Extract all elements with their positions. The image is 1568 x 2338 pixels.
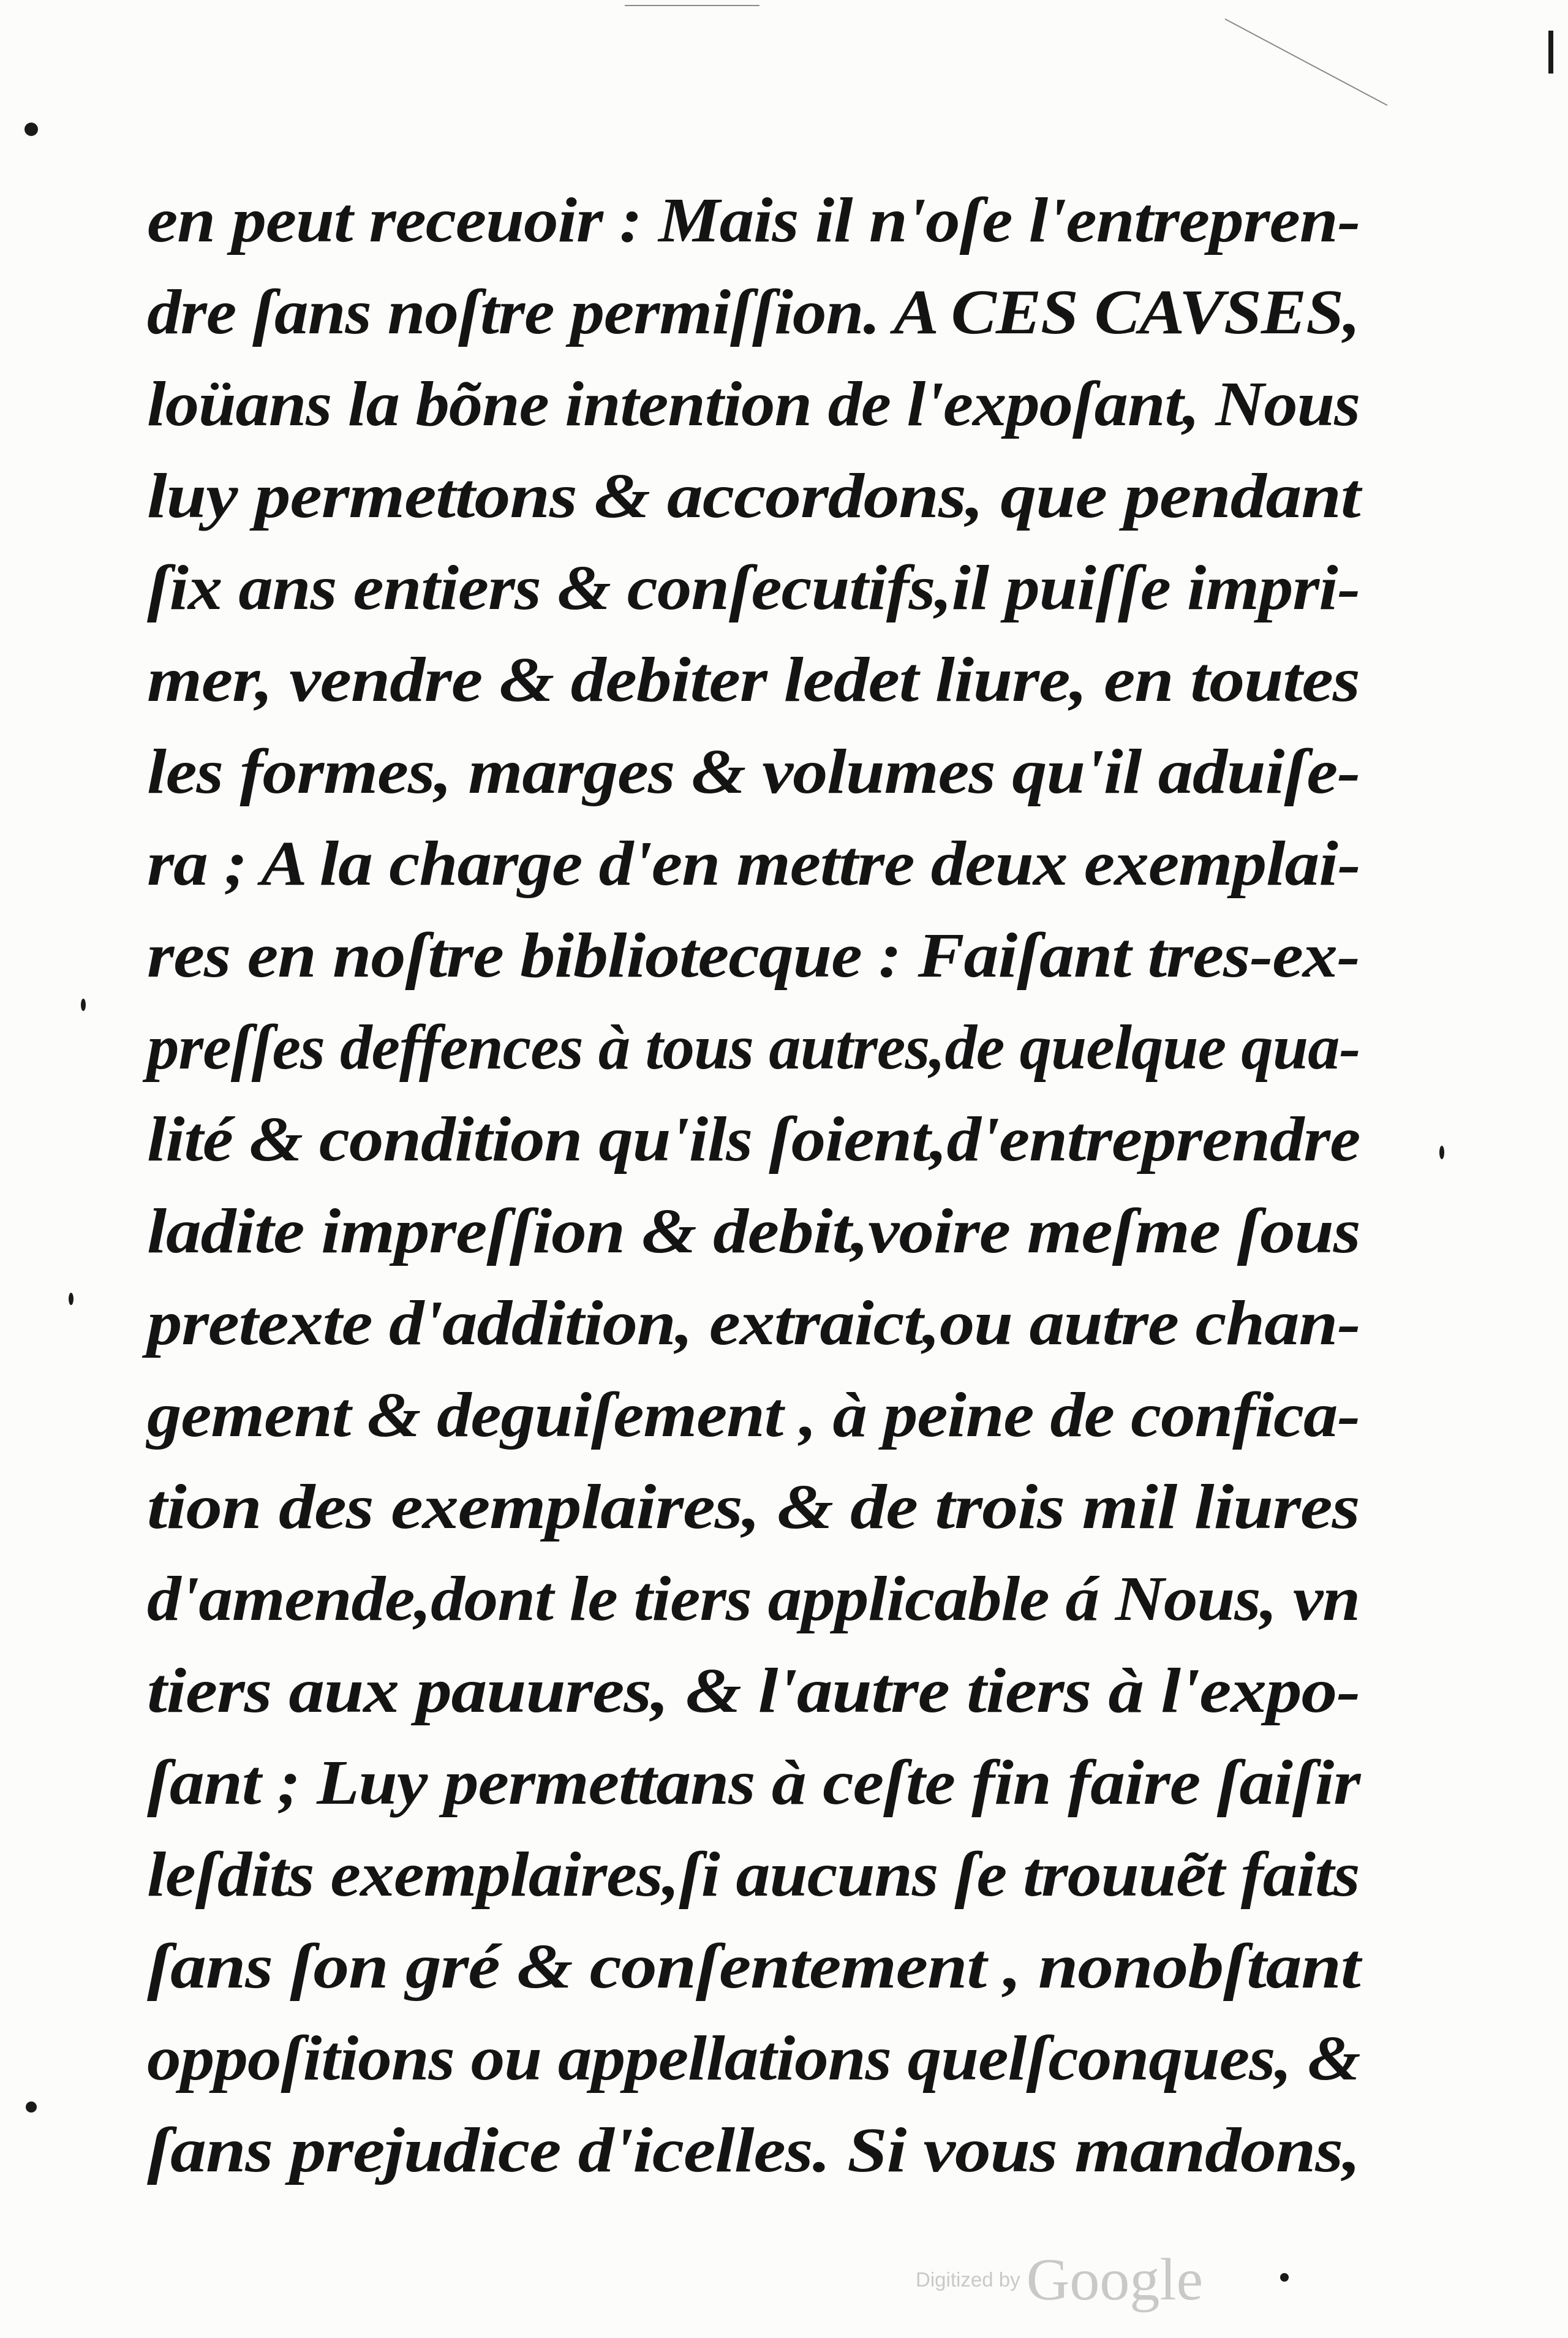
scan-edge-mark <box>1548 31 1553 74</box>
text-line: ra ; A la charge d'en mettre deux exemplai- <box>147 828 1360 899</box>
text-line: les formes, marges & volumes qu'il aduiſe- <box>147 736 1360 807</box>
scan-speck <box>69 1293 74 1305</box>
text-line: gement & deguiſement , à peine de confica- <box>147 1380 1360 1450</box>
text-line: en peut receuoir : Mais il n'oſe l'entrepren- <box>147 185 1360 255</box>
scan-speck <box>1439 1146 1444 1159</box>
text-line: oppoſitions ou appellations quelſconques, & <box>147 2023 1360 2094</box>
text-line: leſdits exemplaires,ſi aucuns ſe trouuẽt faits <box>147 1839 1360 1910</box>
text-line: ſans prejudice d'icelles. Si vous mandons, <box>147 2115 1360 2185</box>
text-line: loüans la bõne intention de l'expoſant, Nous <box>147 369 1360 439</box>
scan-speck <box>24 123 38 136</box>
text-line: res en noſtre bibliotecque : Faiſant tres-ex- <box>147 920 1360 991</box>
text-line: ſant ; Luy permettans à ceſte fin faire ſaiſir <box>147 1747 1360 1818</box>
scan-speck <box>26 2102 37 2113</box>
watermark-prefix: Digitized by <box>916 2268 1020 2291</box>
text-line: pretexte d'addition, extraict,ou autre chan- <box>147 1288 1360 1358</box>
scan-line <box>625 5 760 6</box>
text-line: mer, vendre & debiter ledet liure, en toutes <box>147 645 1360 715</box>
text-line: tiers aux pauures, & l'autre tiers à l'expo- <box>147 1655 1360 1726</box>
text-line: tion des exemplaires, & de trois mil liures <box>147 1472 1360 1542</box>
text-line: d'amende,dont le tiers applicable á Nous, vn <box>147 1564 1360 1634</box>
text-line: luy permettons & accordons, que pendant <box>147 461 1360 531</box>
scan-line <box>1225 18 1388 106</box>
text-line: lité & condition qu'ils ſoient,d'entreprendre <box>147 1104 1360 1175</box>
text-line: dre ſans noſtre permiſſion. A CES CAVSES, <box>147 277 1360 347</box>
text-line: preſſes deffences à tous autres,de quelque qua- <box>147 1012 1360 1083</box>
text-line: ſix ans entiers & conſecutifs,il puiſſe impri- <box>147 553 1360 623</box>
scan-speck <box>81 999 86 1011</box>
text-line: ſans ſon gré & conſentement , nonobſtant <box>147 1931 1360 2002</box>
google-logo: Google <box>1026 2247 1204 2313</box>
scan-speck <box>1280 2273 1289 2282</box>
text-line: ladite impreſſion & debit,voire meſme ſous <box>147 1196 1360 1266</box>
digitized-watermark <box>916 2245 1203 2314</box>
